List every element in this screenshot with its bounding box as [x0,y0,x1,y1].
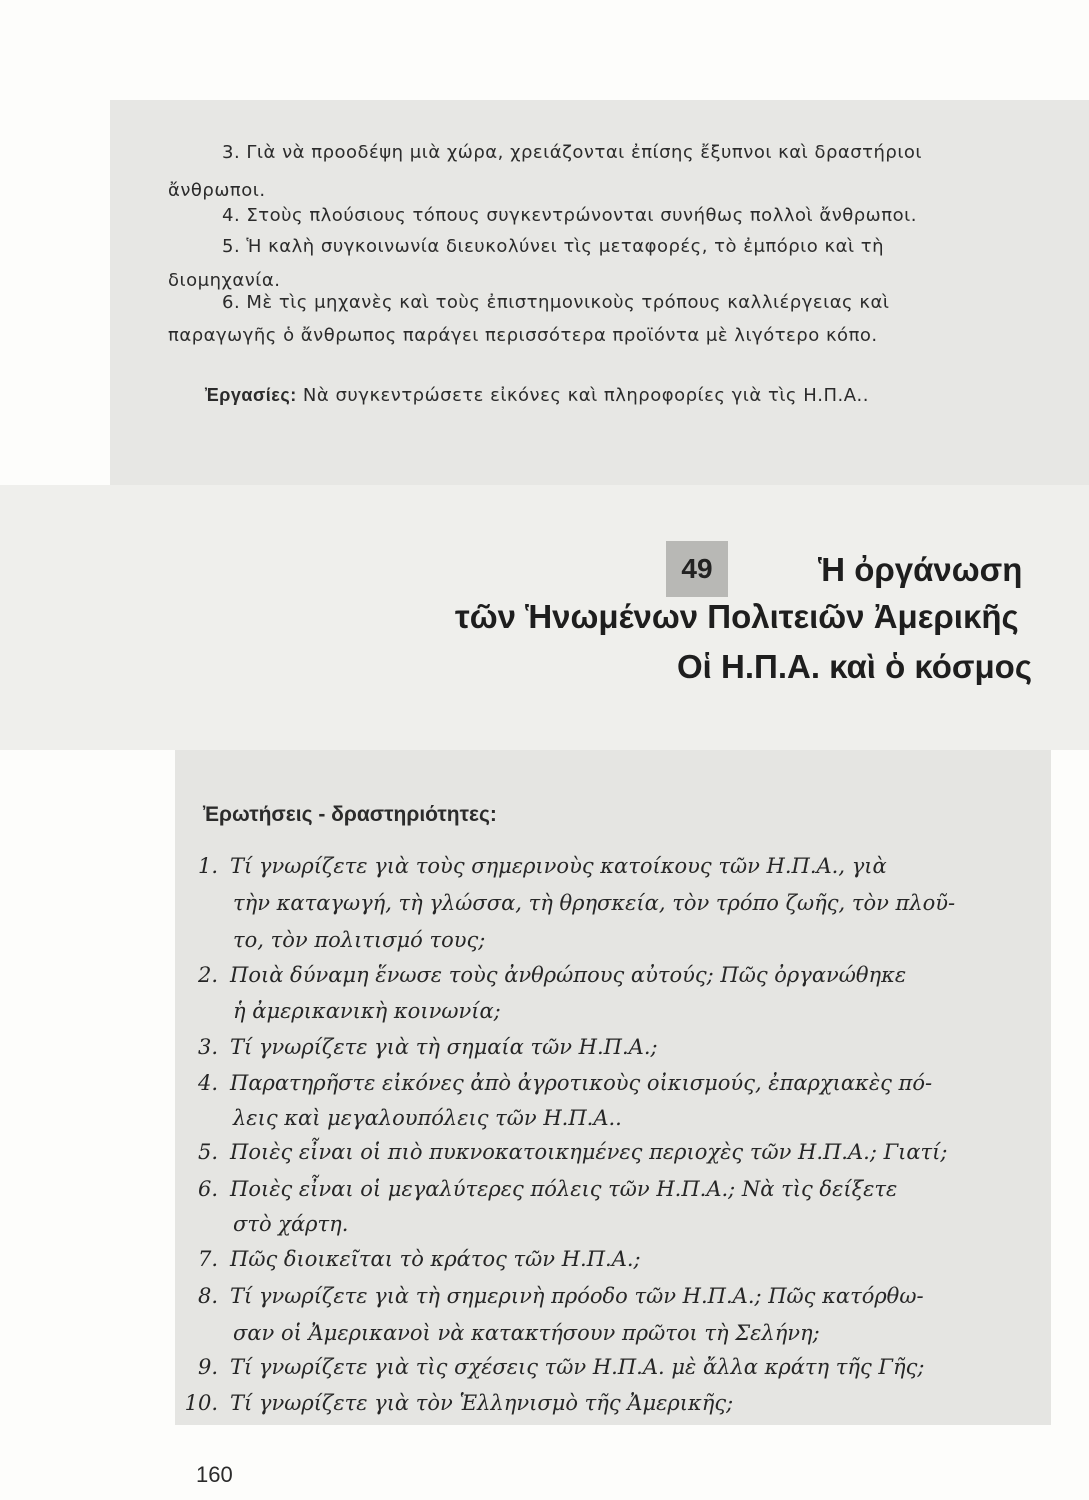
question-8-line-2: σαν οἱ Ἀμερικανοὶ νὰ κατακτήσουν πρῶτοι τὴ Σελήνη; [233,1321,820,1345]
question-text: Ποιὲς εἶναι οἱ μεγαλύτερες πόλεις τῶν Η.Π.Α.; Νὰ τὶς δείξετε [230,1177,898,1201]
question-6-line-2: στὸ χάρτη. [233,1212,349,1236]
question-text: Ποιὰ δύναμη ἕνωσε τοὺς ἀνθρώπους αὐτούς; Πῶς ὀργανώθηκε [230,963,907,987]
question-text: Τί γνωρίζετε γιὰ τὶς σχέσεις τῶν Η.Π.Α. μὲ ἄλλα κράτη τῆς Γῆς; [230,1355,925,1379]
paragraph-3-line-2: ἄνθρωποι. [168,180,266,201]
question-7 [180,1247,641,1271]
paragraph-5-line-2: διομηχανία. [168,270,281,291]
question-4-line-2: λεις καὶ μεγαλουπόλεις τῶν Η.Π.Α.. [233,1106,622,1130]
tasks-line [205,385,869,406]
question-number: 5. [197,1140,218,1164]
question-number: 1. [197,854,218,878]
question-3 [180,1035,658,1059]
paragraph-3-line-1: 3. Γιὰ νὰ προοδέψη μιὰ χώρα, χρειάζονται ἐπίσης ἔξυπνοι καὶ δραστήριοι [222,142,923,163]
paragraph-6-line-1: 6. Μὲ τὶς μηχανὲς καὶ τοὺς ἐπιστημονικοὺς τρόπους καλλιέργειας καὶ [222,292,890,313]
question-number: 2. [197,963,218,987]
lesson-number: 49 [666,541,728,597]
lesson-title-line-2: τῶν Ἡνωμένων Πολιτειῶν Ἀμερικῆς [455,598,1019,635]
question-number: 10. [184,1391,218,1415]
question-8 [180,1284,924,1308]
question-1-line-2: τὴν καταγωγή, τὴ γλώσσα, τὴ θρησκεία, τὸν τρόπο ζωῆς, τὸν πλοῦ- [233,891,956,915]
question-number: 7. [197,1247,218,1271]
paragraph-6-line-2: παραγωγῆς ὁ ἄνθρωπος παράγει περισσότερα προϊόντα μὲ λιγότερο κόπο. [168,325,878,346]
question-number: 3. [197,1035,218,1059]
question-5 [180,1140,948,1164]
lesson-title-line-3: Οἱ Η.Π.Α. καὶ ὁ κόσμος [677,648,1032,685]
question-number: 6. [197,1177,218,1201]
question-text: Ποιὲς εἶναι οἱ πιὸ πυκνοκατοικημένες περιοχὲς τῶν Η.Π.Α.; Γιατί; [230,1140,948,1164]
question-text: Τί γνωρίζετε γιὰ τὸν Ἑλληνισμὸ τῆς Ἀμερικῆς; [230,1391,734,1415]
question-9 [180,1355,924,1379]
question-6 [180,1177,897,1201]
question-10 [180,1391,733,1415]
question-1 [180,854,887,878]
question-text: Τί γνωρίζετε γιὰ τοὺς σημερινοὺς κατοίκους τῶν Η.Π.Α., γιὰ [230,854,887,878]
question-number: 4. [197,1071,218,1095]
question-text: Τί γνωρίζετε γιὰ τὴ σημερινὴ πρόοδο τῶν Η.Π.Α.; Πῶς κατόρθω- [230,1284,924,1308]
question-2-line-2: ἡ ἀμερικανικὴ κοινωνία; [233,999,501,1023]
question-2 [180,963,906,987]
questions-heading: Ἐρωτήσεις - δραστηριότητες: [203,803,497,826]
question-number: 8. [197,1284,218,1308]
paragraph-4: 4. Στοὺς πλούσιους τόπους συγκεντρώνονται συνήθως πολλοὶ ἄνθρωποι. [222,205,917,226]
paragraph-5-line-1: 5. Ἡ καλὴ συγκοινωνία διευκολύνει τὶς μεταφορές, τὸ ἐμπόριο καὶ τὴ [222,236,885,257]
question-number: 9. [197,1355,218,1379]
question-1-line-3: το, τὸν πολιτισμό τους; [233,928,486,952]
question-text: Παρατηρῆστε εἰκόνες ἀπὸ ἀγροτικοὺς οἰκισμούς, ἐπαρχιακὲς πό- [230,1071,933,1095]
question-4 [180,1071,932,1095]
lesson-title-line-1: Ἡ ὀργάνωση [818,551,1023,588]
page-number: 160 [196,1462,233,1487]
tasks-text: Νὰ συγκεντρώσετε εἰκόνες καὶ πληροφορίες γιὰ τὶς Η.Π.Α.. [302,385,869,406]
question-text: Πῶς διοικεῖται τὸ κράτος τῶν Η.Π.Α.; [230,1247,641,1271]
question-text: Τί γνωρίζετε γιὰ τὴ σημαία τῶν Η.Π.Α.; [230,1035,658,1059]
tasks-label: Ἐργασίες: [205,385,297,405]
